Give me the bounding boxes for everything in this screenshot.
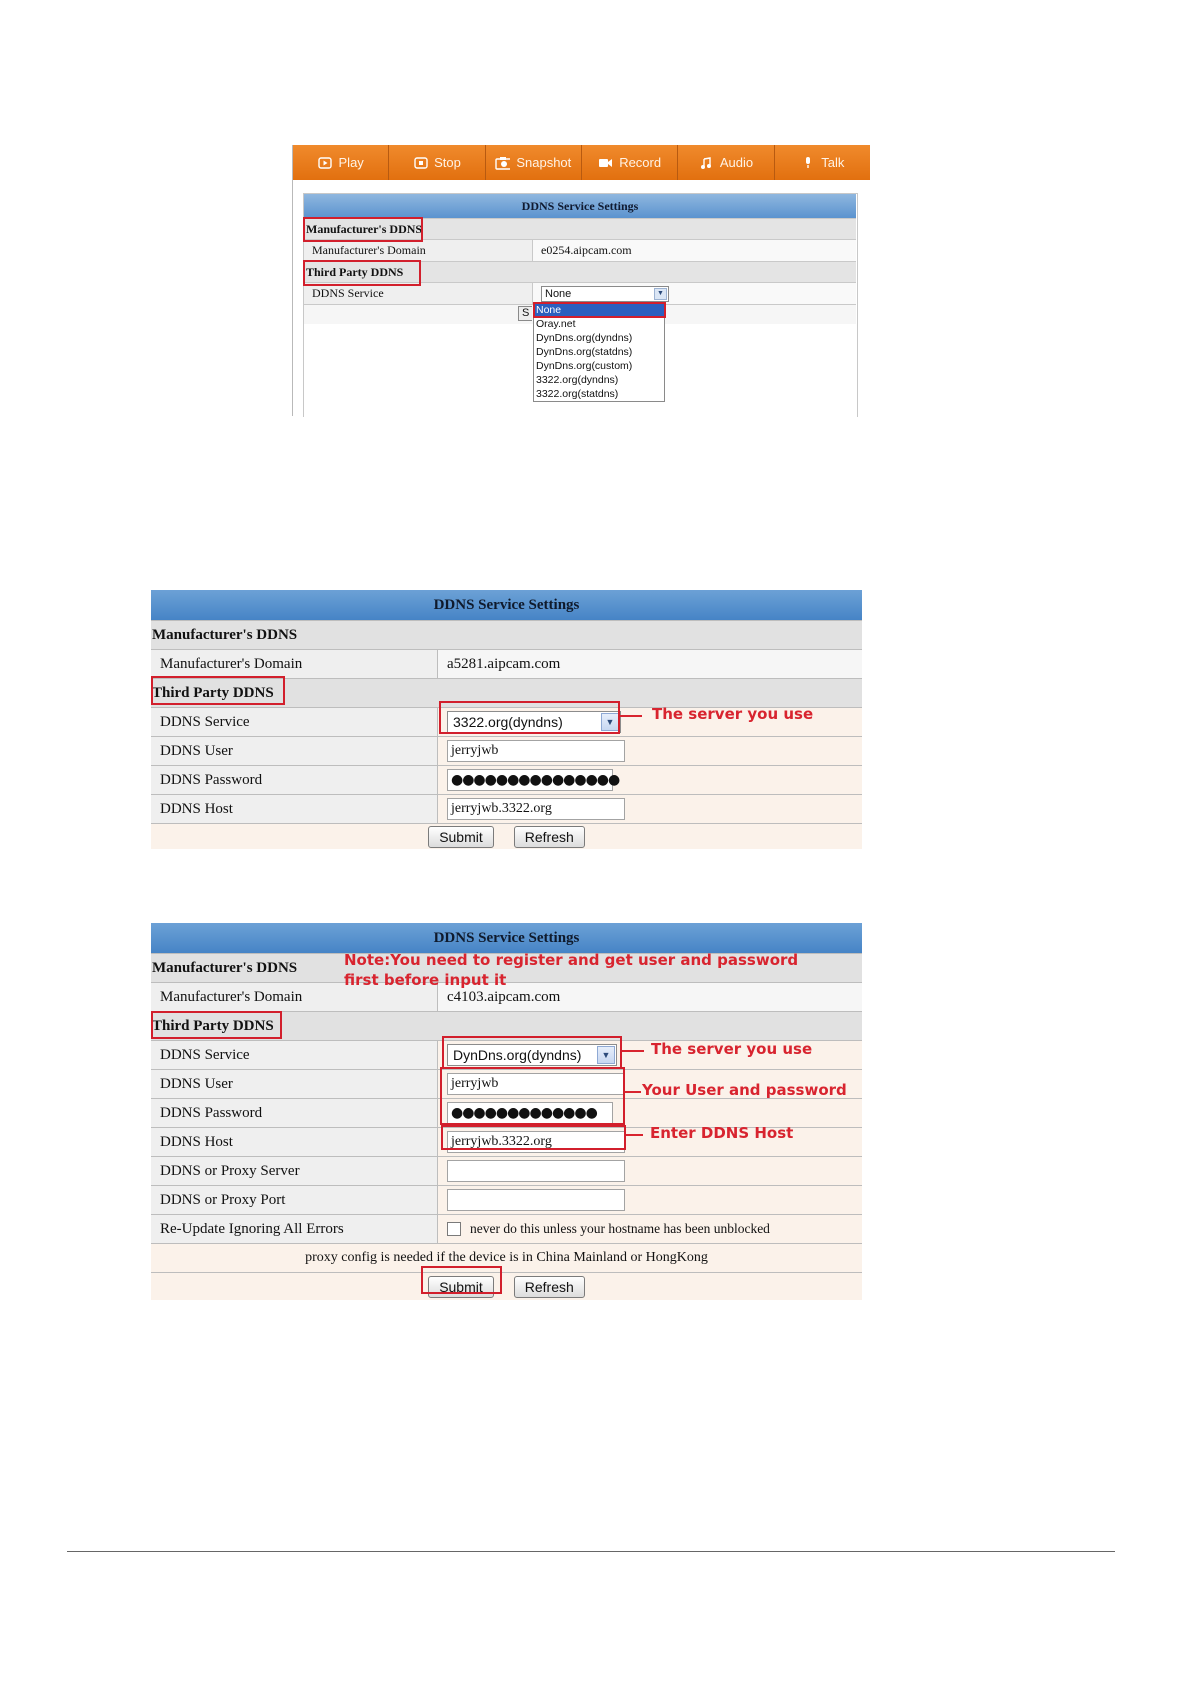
settings-title: DDNS Service Settings: [151, 590, 862, 620]
annotation-note: [344, 950, 798, 990]
annotation-arrow-user: [625, 1091, 641, 1093]
annotation-arrow-host: [626, 1134, 643, 1136]
manufacturer-domain-row: [151, 649, 862, 678]
option-none[interactable]: None: [534, 303, 664, 317]
chevron-down-icon[interactable]: ▼: [597, 1046, 615, 1064]
ddns-user-label: DDNS User: [151, 737, 438, 765]
manufacturer-domain-value: c4103.aipcam.com: [438, 983, 862, 1011]
reupdate-label: Re-Update Ignoring All Errors: [151, 1215, 438, 1243]
music-note-icon: [699, 156, 714, 169]
manufacturer-domain-label: Manufacturer's Domain: [151, 983, 438, 1011]
highlight-third-party-ddns: [151, 676, 285, 705]
stop-button[interactable]: [389, 145, 485, 180]
microphone-icon: [800, 156, 815, 169]
video-icon: [598, 156, 613, 169]
button-row: [151, 823, 862, 849]
annotation-note-line1: Note:You need to register and get user and password: [344, 951, 799, 969]
play-icon: [318, 156, 333, 169]
ddns-password-row: [151, 765, 862, 794]
ddns-service-label: DDNS Service: [304, 283, 533, 304]
option-3322-dyndns[interactable]: 3322.org(dyndns): [536, 374, 619, 386]
ddns-user-label: DDNS User: [151, 1070, 438, 1098]
ddns-service-select[interactable]: [541, 286, 669, 302]
stop-label: Stop: [434, 155, 461, 170]
manufacturer-ddns-heading: Manufacturer's DDNS: [304, 218, 856, 239]
submit-button[interactable]: Submit: [428, 826, 494, 848]
ddns-host-input[interactable]: jerryjwb.3322.org: [447, 798, 625, 820]
snapshot-button[interactable]: [486, 145, 582, 180]
talk-button[interactable]: [775, 145, 870, 180]
ddns-service-selected: DynDns.org(dyndns): [453, 1047, 582, 1063]
proxy-note: proxy config is needed if the device is in China Mainland or HongKong: [151, 1243, 862, 1272]
button-row: [151, 1272, 862, 1300]
highlight-option-none: [533, 302, 666, 318]
screenshot-3322-settings: [151, 590, 862, 844]
reupdate-text: never do this unless your hostname has been unblocked: [470, 1221, 770, 1236]
proxy-port-row: [151, 1185, 862, 1214]
camera-toolbar: [293, 145, 870, 180]
footer-divider: [67, 1551, 1115, 1552]
annotation-arrow-server: [622, 1050, 644, 1052]
ddns-service-selected: None: [545, 287, 572, 300]
record-button[interactable]: [582, 145, 678, 180]
option-3322-statdns[interactable]: 3322.org(statdns): [536, 388, 619, 400]
screenshot-dropdown-open: [292, 145, 869, 416]
camera-icon: [495, 156, 510, 169]
manufacturer-domain-value: a5281.aipcam.com: [438, 650, 862, 678]
snapshot-label: Snapshot: [516, 155, 572, 170]
refresh-button[interactable]: Refresh: [514, 1276, 585, 1298]
submit-button-partial[interactable]: S: [518, 306, 532, 321]
option-dyndns-statdns[interactable]: DynDns.org(statdns): [536, 346, 633, 358]
annotation-user: Your User and password: [642, 1081, 847, 1099]
proxy-server-input[interactable]: [447, 1160, 625, 1182]
option-dyndns-dyndns[interactable]: DynDns.org(dyndns): [536, 332, 633, 344]
manufacturer-domain-label: Manufacturer's Domain: [151, 650, 438, 678]
ddns-password-label: DDNS Password: [151, 766, 438, 794]
ddns-service-selected: 3322.org(dyndns): [453, 714, 563, 730]
proxy-server-label: DDNS or Proxy Server: [151, 1157, 438, 1185]
ddns-service-label: DDNS Service: [151, 1041, 438, 1069]
manufacturer-ddns-heading: Manufacturer's DDNS: [151, 620, 862, 649]
highlight-user-password: [440, 1067, 625, 1125]
audio-button[interactable]: [678, 145, 774, 180]
ddns-user-row: [151, 736, 862, 765]
proxy-port-input[interactable]: [447, 1189, 625, 1211]
highlight-third-party-ddns: [151, 1011, 282, 1039]
ddns-host-label: DDNS Host: [151, 795, 438, 823]
manufacturer-domain-value: e0254.aipcam.com: [533, 240, 856, 261]
ddns-service-label: DDNS Service: [151, 708, 438, 736]
stop-icon: [413, 156, 428, 169]
highlight-ddns-service: [442, 1036, 622, 1069]
ddns-host-row: [151, 794, 862, 823]
option-oray[interactable]: Oray.net: [536, 318, 576, 330]
ddns-password-label: DDNS Password: [151, 1099, 438, 1127]
highlight-third-party-ddns: [303, 260, 421, 286]
third-party-ddns-heading: Third Party DDNS: [304, 261, 856, 282]
highlight-ddns-service: [439, 701, 620, 734]
settings-title: DDNS Service Settings: [304, 194, 856, 218]
chevron-down-icon[interactable]: ▼: [654, 288, 667, 300]
screenshot-dyndns-settings: [151, 923, 862, 1295]
annotation-arrow: [620, 715, 642, 717]
ddns-user-input[interactable]: jerryjwb: [447, 740, 625, 762]
play-label: Play: [338, 155, 364, 170]
reupdate-row: [151, 1214, 862, 1243]
third-party-ddns-heading: Third Party DDNS: [151, 678, 862, 707]
ddns-password-input[interactable]: ●●●●●●●●●●●●●: [447, 1102, 613, 1124]
refresh-button[interactable]: Refresh: [514, 826, 585, 848]
annotation-server: The server you use: [652, 705, 814, 723]
ddns-user-input[interactable]: jerryjwb: [447, 1073, 625, 1095]
highlight-manufacturer-ddns: [303, 217, 423, 242]
submit-button[interactable]: Submit: [428, 1276, 494, 1298]
talk-label: Talk: [821, 155, 845, 170]
settings-title: DDNS Service Settings: [151, 923, 862, 953]
audio-label: Audio: [719, 155, 754, 170]
ddns-host-input[interactable]: jerryjwb.3322.org: [447, 1131, 625, 1153]
chevron-down-icon[interactable]: ▼: [601, 713, 619, 731]
highlight-submit: [421, 1266, 502, 1294]
proxy-server-row: [151, 1156, 862, 1185]
ddns-password-input[interactable]: ●●●●●●●●●●●●●●●: [447, 769, 613, 791]
highlight-ddns-host: [441, 1125, 626, 1150]
ddns-host-label: DDNS Host: [151, 1128, 438, 1156]
annotation-note-line2: first before input it: [344, 971, 507, 989]
annotation-host: Enter DDNS Host: [650, 1124, 794, 1142]
record-label: Record: [619, 155, 662, 170]
annotation-server: The server you use: [651, 1040, 813, 1058]
play-button[interactable]: [293, 145, 389, 180]
reupdate-checkbox[interactable]: [447, 1222, 461, 1236]
option-dyndns-custom[interactable]: DynDns.org(custom): [536, 360, 633, 372]
third-party-ddns-heading: Third Party DDNS: [151, 1011, 862, 1040]
proxy-port-label: DDNS or Proxy Port: [151, 1186, 438, 1214]
manufacturer-domain-label: Manufacturer's Domain: [304, 240, 533, 261]
manufacturer-ddns-heading: Manufacturer's DDNS: [151, 953, 862, 982]
manufacturer-domain-row: [304, 239, 856, 261]
